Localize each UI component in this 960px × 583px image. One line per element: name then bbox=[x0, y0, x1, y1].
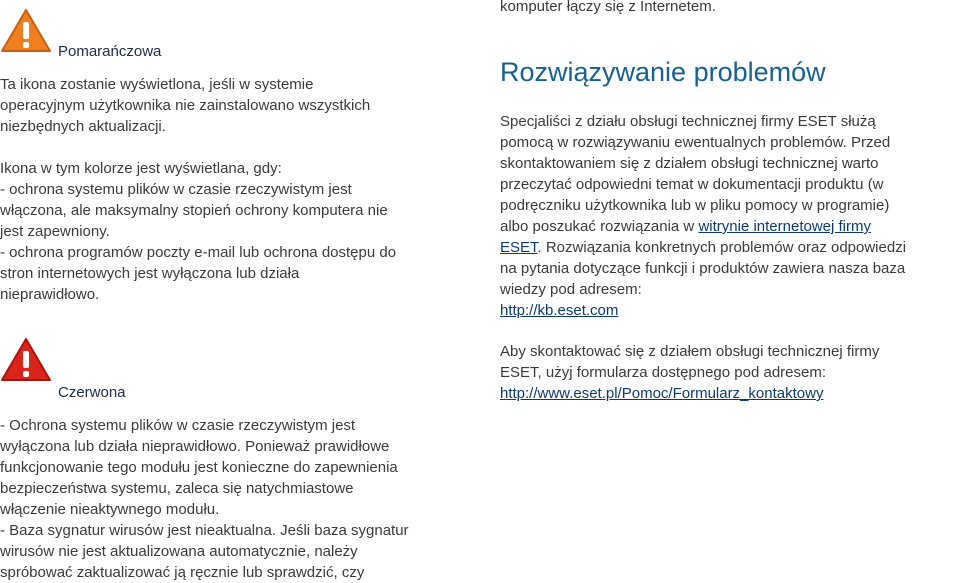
left-column bbox=[0, 0, 468, 583]
warning-icon-red bbox=[0, 337, 52, 383]
red-paragraph: - Ochrona systemu plików w czasie rzeczywistym jest wyłączona lub działa nieprawidłowo. Ponieważ prawidłowe funkcjonowanie tego modułu jest konieczne do zapewnienia bezpieczeństwa systemu, zaleca się natychmiastowe włączenie nieaktywnego modułu. - Baza sygnatur wirusów jest nieaktualna. Jeśli baza sygnatur wirusów nie jest aktualizowana automatycznie, należy spróbować zaktualizować ją ręcznie lub sprawdzić, czy bbox=[0, 417, 409, 581]
section-heading: Rozwiązywanie problemów bbox=[500, 57, 826, 87]
orange-status-title: Pomarańczowa bbox=[58, 43, 162, 60]
red-status-header bbox=[0, 333, 468, 401]
orange-status-header bbox=[0, 0, 468, 64]
orange-paragraph-1: Ta ikona zostanie wyświetlona, jeśli w systemie operacyjnym użytkownika nie zainstalowano wszystkich niezbędnych aktualizacji. bbox=[0, 76, 371, 135]
right-column bbox=[500, 0, 960, 404]
continuation-line: komputer łączy się z Internetem. bbox=[500, 0, 716, 15]
knowledge-base-link[interactable]: http://kb.eset.com bbox=[500, 302, 619, 319]
eset-website-link-cont[interactable]: ESET bbox=[500, 239, 538, 256]
contact-paragraph: Aby skontaktować się z działem obsługi technicznej firmy ESET, użyj formularza dostępnego pod adresem: http://www.eset.pl/Pomoc/Formularz_kontaktowy bbox=[500, 343, 880, 402]
red-status-title: Czerwona bbox=[58, 384, 126, 401]
support-paragraph: Specjaliści z działu obsługi technicznej firmy ESET służą pomocą w rozwiązywaniu ewentualnych problemów. Przed skontaktowaniem się z działem obsługi technicznej warto przeczytać odpowiedni temat w dokumentacji produktu (w podręczniku użytkownika lub w pliku pomocy w programie) albo poszukać rozwiązania w witrynie internetowej firmy ESET. Rozwiązania konkretnych problemów oraz odpowiedzi na pytania dotyczące funkcji i produktów zawiera nasza baza wiedzy pod adresem: http://kb.eset.com bbox=[500, 113, 907, 319]
warning-icon-orange bbox=[0, 8, 52, 54]
eset-website-link[interactable]: witrynie internetowej firmy bbox=[698, 218, 871, 235]
contact-form-link[interactable]: http://www.eset.pl/Pomoc/Formularz_kontaktowy bbox=[500, 385, 824, 402]
orange-paragraph-2: Ikona w tym kolorze jest wyświetlana, gdy: - ochrona systemu plików w czasie rzeczywistym jest włączona, ale maksymalny stopień ochrony komputera nie jest zapewniony. - ochrona programów poczty e-mail lub ochrona dostępu do stron internetowych jest wyłączona lub działa nieprawidłowo. bbox=[0, 160, 397, 303]
